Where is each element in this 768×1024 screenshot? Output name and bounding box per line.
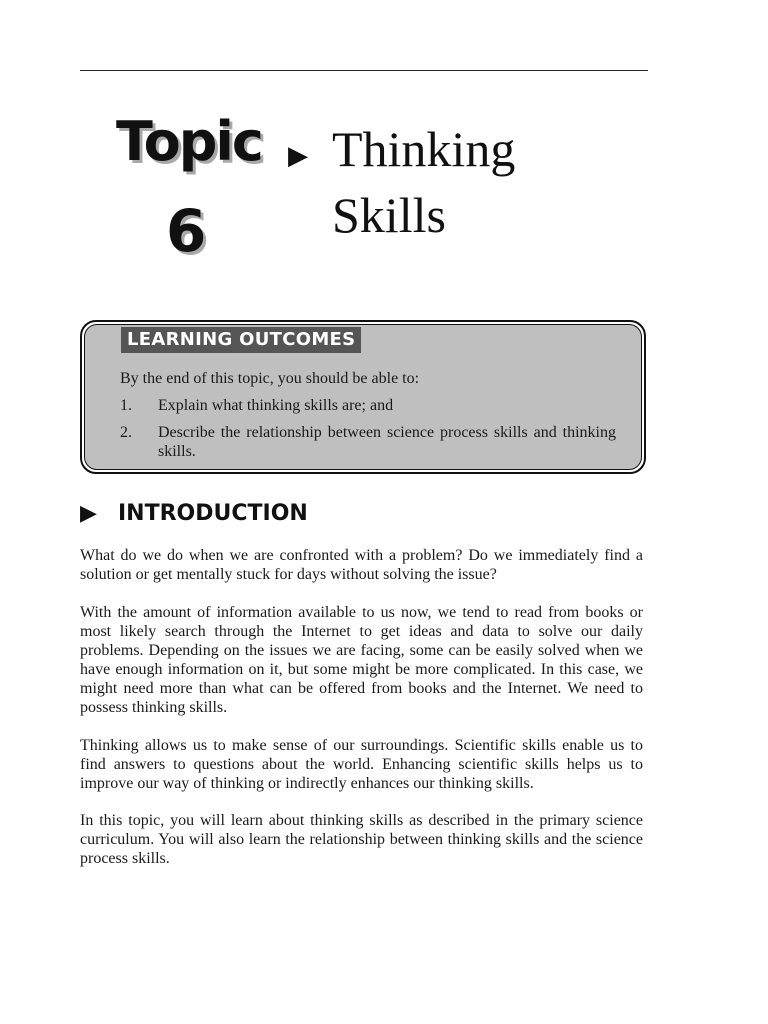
top-rule — [80, 70, 648, 71]
topic-label: Topic — [116, 110, 262, 173]
learning-outcome-number: 1. — [120, 397, 132, 414]
learning-outcome-text: Describe the relationship between science process skills and thinking skills. — [158, 424, 616, 460]
paragraph: With the amount of information available to us now, we tend to read from books or most likely search through the Internet to get ideas and data to solve our daily problems. Depending on the issues we are facing, some can be easily solved when we have enough information on it, but some might be more complicated. In this case, we might need more than what can be offered from books and the Internet. We need to possess thinking skills. — [80, 604, 643, 716]
topic-title-line-2: Skills — [332, 187, 446, 243]
paragraph: In this topic, you will learn about thinking skills as described in the primary science curriculum. You will also learn the relationship between thinking skills and the science process skills. — [80, 812, 643, 867]
learning-outcomes-heading: LEARNING OUTCOMES — [121, 327, 361, 353]
topic-number: 6 — [166, 197, 207, 265]
learning-outcome-number: 2. — [120, 424, 132, 441]
paragraph: Thinking allows us to make sense of our surroundings. Scientific skills enable us to find answers to questions about the world. Enhancing scientific skills helps us to improve our way of thinking or indirectly enhances our thinking skills. — [80, 737, 643, 792]
introduction-heading — [80, 500, 308, 528]
learning-outcome-item — [120, 396, 616, 415]
learning-outcomes-panel — [84, 324, 642, 470]
learning-outcomes-box — [80, 320, 646, 474]
section-title: INTRODUCTION — [118, 501, 308, 526]
topic-title-line-1: Thinking — [332, 121, 516, 177]
learning-outcome-item — [120, 423, 616, 461]
topic-title — [332, 116, 515, 248]
topic-arrow-icon: ▶ — [288, 141, 308, 171]
learning-outcomes-intro: By the end of this topic, you should be able to: — [120, 370, 420, 387]
section-arrow-icon: ▶ — [80, 501, 97, 526]
learning-outcome-text: Explain what thinking skills are; and — [158, 397, 394, 414]
paragraph: What do we do when we are confronted with a problem? Do we immediately find a solution or get mentally stuck for days without solving the issue? — [80, 547, 643, 583]
